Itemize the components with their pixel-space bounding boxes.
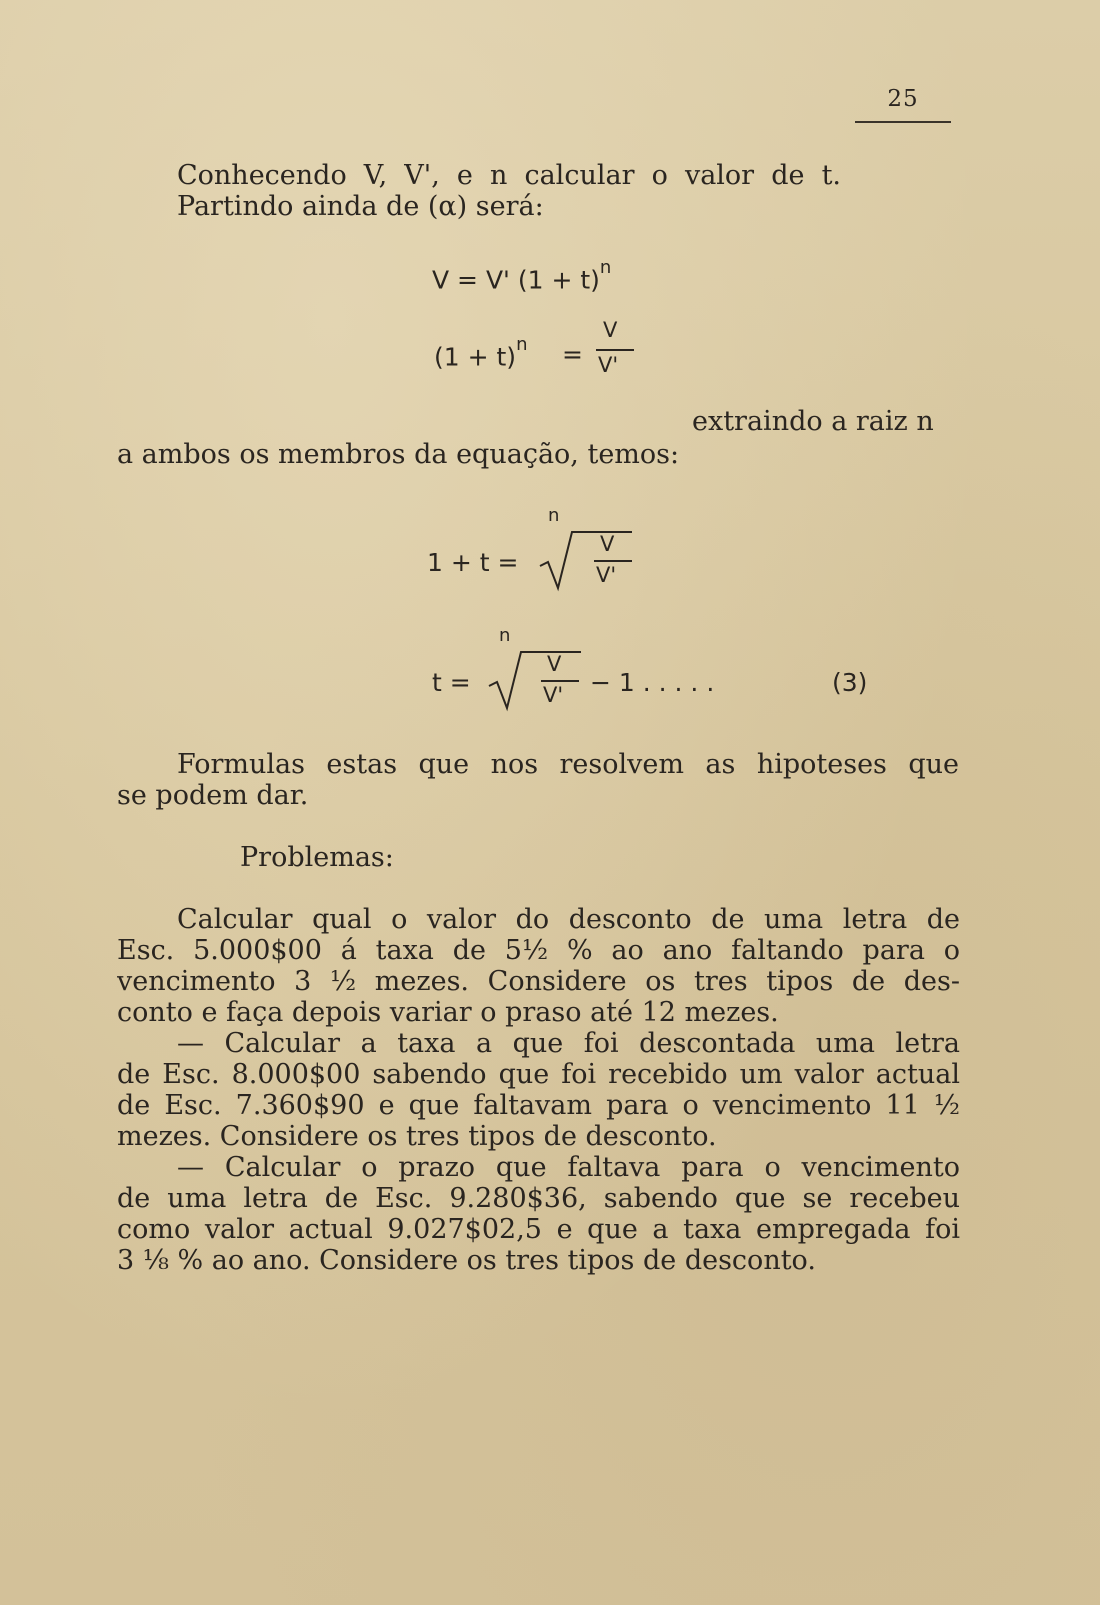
problem3-line4: 3 ⅛ % ao ano. Considere os tres tipos de desconto. [117,1245,816,1276]
equation-4-numerator: V [547,652,562,676]
equation-2-base: (1 + t) [434,342,517,372]
equation-3-numerator: V [600,532,615,556]
problem1-line4: conto e faça depois variar o praso até 12 mezes. [117,997,779,1028]
equation-4-label: (3) [832,668,868,697]
equation-2-denominator: V' [598,353,619,377]
equation-3-fraction-bar [594,560,632,562]
problem2-line3: de Esc. 7.360$90 e que faltavam para o vencimento 11 ½ [117,1090,960,1121]
problem3-line1: — Calcular o prazo que faltava para o vencimento [177,1152,960,1183]
equation-3-denominator: V' [596,563,617,587]
equation-2-lhs [434,334,528,372]
equation-2-fraction-bar [596,349,634,351]
para1-line2: Partindo ainda de (α) será: [177,191,544,222]
para2-line2: a ambos os membros da equação, temos: [117,439,680,470]
problems-heading: Problemas: [240,842,394,873]
para3-line2: se podem dar. [117,780,309,811]
para1-line1: Conhecendo V, V', e n calcular o valor de t. [177,160,841,191]
para3-line1: Formulas estas que nos resolvem as hipoteses que [177,749,959,780]
equation-4-denominator: V' [543,683,564,707]
equation-4-lhs: t = [432,668,471,697]
equation-4-root-index: n [499,625,511,646]
equation-1 [432,257,612,295]
problem1-line3: vencimento 3 ½ mezes. Considere os tres tipos de des- [117,966,960,997]
problem3-line3: como valor actual 9.027$02,5 e que a taxa empregada foi [117,1214,960,1245]
problem2-line4: mezes. Considere os tres tipos de desconto. [117,1121,717,1152]
problem1-line1: Calcular qual o valor do desconto de uma letra de [177,904,960,935]
page-number: 25 [887,86,919,112]
page-number-rule [855,121,951,123]
equation-3-root-index: n [548,505,560,526]
equation-1-body: V = V' (1 + t) [432,265,600,295]
problem3-line2: de uma letra de Esc. 9.280$36, sabendo que se recebeu [117,1183,960,1214]
problem1-line2: Esc. 5.000$00 á taxa de 5½ % ao ano faltando para o [117,935,960,966]
equation-4-fraction-bar [541,680,579,682]
problem2-line2: de Esc. 8.000$00 sabendo que foi recebido um valor actual [117,1059,960,1090]
problem2-line1: — Calcular a taxa a que foi descontada uma letra [177,1028,960,1059]
equation-4-tail: − 1 . . . . . [590,668,715,697]
para2-line1: extraindo a raiz n [692,406,934,437]
equation-2-exponent: n [516,334,528,355]
equation-3-lhs: 1 + t = [427,548,519,577]
equation-1-exponent: n [599,257,612,278]
equation-2-numerator: V [603,318,618,342]
equation-2-equals: = [562,340,583,369]
